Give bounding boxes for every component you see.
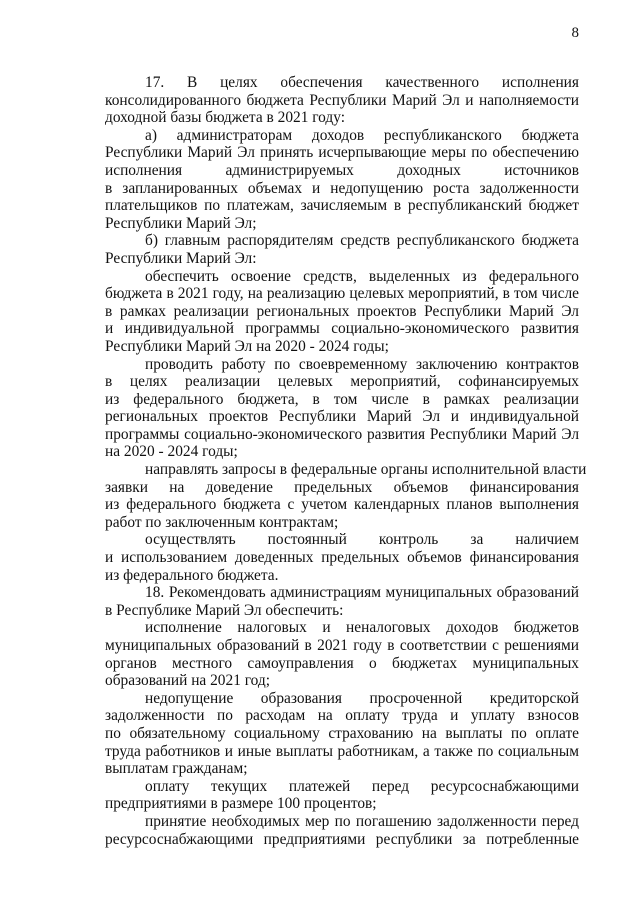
text-line: консолидированного бюджета Республики Марий Эл и наполняемости	[105, 91, 579, 109]
text-line: доходной базы бюджета в 2021 году:	[105, 109, 346, 127]
text-line: оплату текущих платежей перед ресурсоснабжающими	[145, 777, 579, 795]
text-line: заявки на доведение предельных объемов финансирования	[105, 478, 579, 496]
text-line: из федерального бюджета, в том числе в рамках реализации	[105, 390, 579, 408]
text-line: и использованием доведенных предельных объемов финансирования	[105, 549, 579, 567]
text-line: недопущение образования просроченной кредиторской	[145, 689, 579, 707]
text-line: плательщиков по платежам, зачисляемым в республиканский бюджет	[105, 197, 579, 215]
text-line: направлять запросы в федеральные органы исполнительной власти	[145, 461, 587, 479]
text-line: Республики Марий Эл;	[105, 214, 257, 232]
text-line: и индивидуальной программы социально-экономического развития	[105, 320, 579, 338]
text-line: в целях реализации целевых мероприятий, софинансируемых	[105, 373, 579, 391]
text-line: труда работников и иные выплаты работникам, а также по социальным	[105, 742, 579, 760]
text-line: по обязательному социальному страхованию на выплаты по оплате	[105, 724, 579, 742]
text-line: образований на 2021 год;	[105, 672, 271, 690]
document-body	[105, 74, 587, 848]
text-line: исполнение налоговых и неналоговых доходов бюджетов	[145, 619, 579, 637]
text-line: выплатам гражданам;	[105, 760, 248, 778]
text-line: бюджета в 2021 году, на реализацию целевых мероприятий, в том числе	[105, 285, 579, 303]
page-number: 8	[571, 25, 579, 41]
text-line: Республики Марий Эл на 2020 - 2024 годы;	[105, 337, 389, 355]
text-line: Республики Марий Эл:	[105, 249, 257, 267]
text-line: работ по заключенным контрактам;	[105, 513, 339, 531]
text-line: проводить работу по своевременному заключению контрактов	[145, 355, 579, 373]
text-line: в рамках реализации региональных проектов Республики Марий Эл	[105, 302, 579, 320]
text-line: задолженности по расходам на оплату труда и уплату взносов	[105, 707, 579, 725]
text-line: предприятиями в размере 100 процентов;	[105, 795, 377, 813]
text-line: муниципальных образований в 2021 году в соответствии с решениями	[105, 637, 579, 654]
text-line: исполнения администрируемых доходных источников	[105, 161, 579, 179]
text-line: органов местного самоуправления о бюджетах муниципальных	[105, 654, 579, 672]
text-line: программы социально-экономического развития Республики Марий Эл	[105, 425, 579, 443]
text-line: обеспечить освоение средств, выделенных из федерального	[145, 267, 579, 285]
text-line: региональных проектов Республики Марий Эл и индивидуальной	[105, 408, 579, 426]
text-line: из федерального бюджета с учетом календарных планов выполнения	[105, 496, 579, 514]
text-line: б) главным распорядителям средств республиканского бюджета	[145, 232, 579, 250]
text-line: в Республике Марий Эл обеспечить:	[105, 601, 344, 619]
text-line: принятие необходимых мер по погашению задолженности перед	[145, 812, 579, 830]
text-line: из федерального бюджета.	[105, 566, 279, 584]
text-line: Республики Марий Эл принять исчерпывающие меры по обеспечению	[105, 144, 579, 162]
text-line: 18. Рекомендовать администрациям муниципальных образований	[145, 584, 579, 602]
text-line: ресурсоснабжающими предприятиями республики за потребленные	[105, 830, 579, 848]
text-line: а) администраторам доходов республиканского бюджета	[145, 126, 579, 144]
text-line: 17. В целях обеспечения качественного исполнения	[145, 74, 579, 91]
text-line: в запланированных объемах и недопущению роста задолженности	[105, 179, 579, 197]
text-line: на 2020 - 2024 годы;	[105, 443, 238, 461]
text-line: осуществлять постоянный контроль за наличием	[145, 531, 579, 549]
